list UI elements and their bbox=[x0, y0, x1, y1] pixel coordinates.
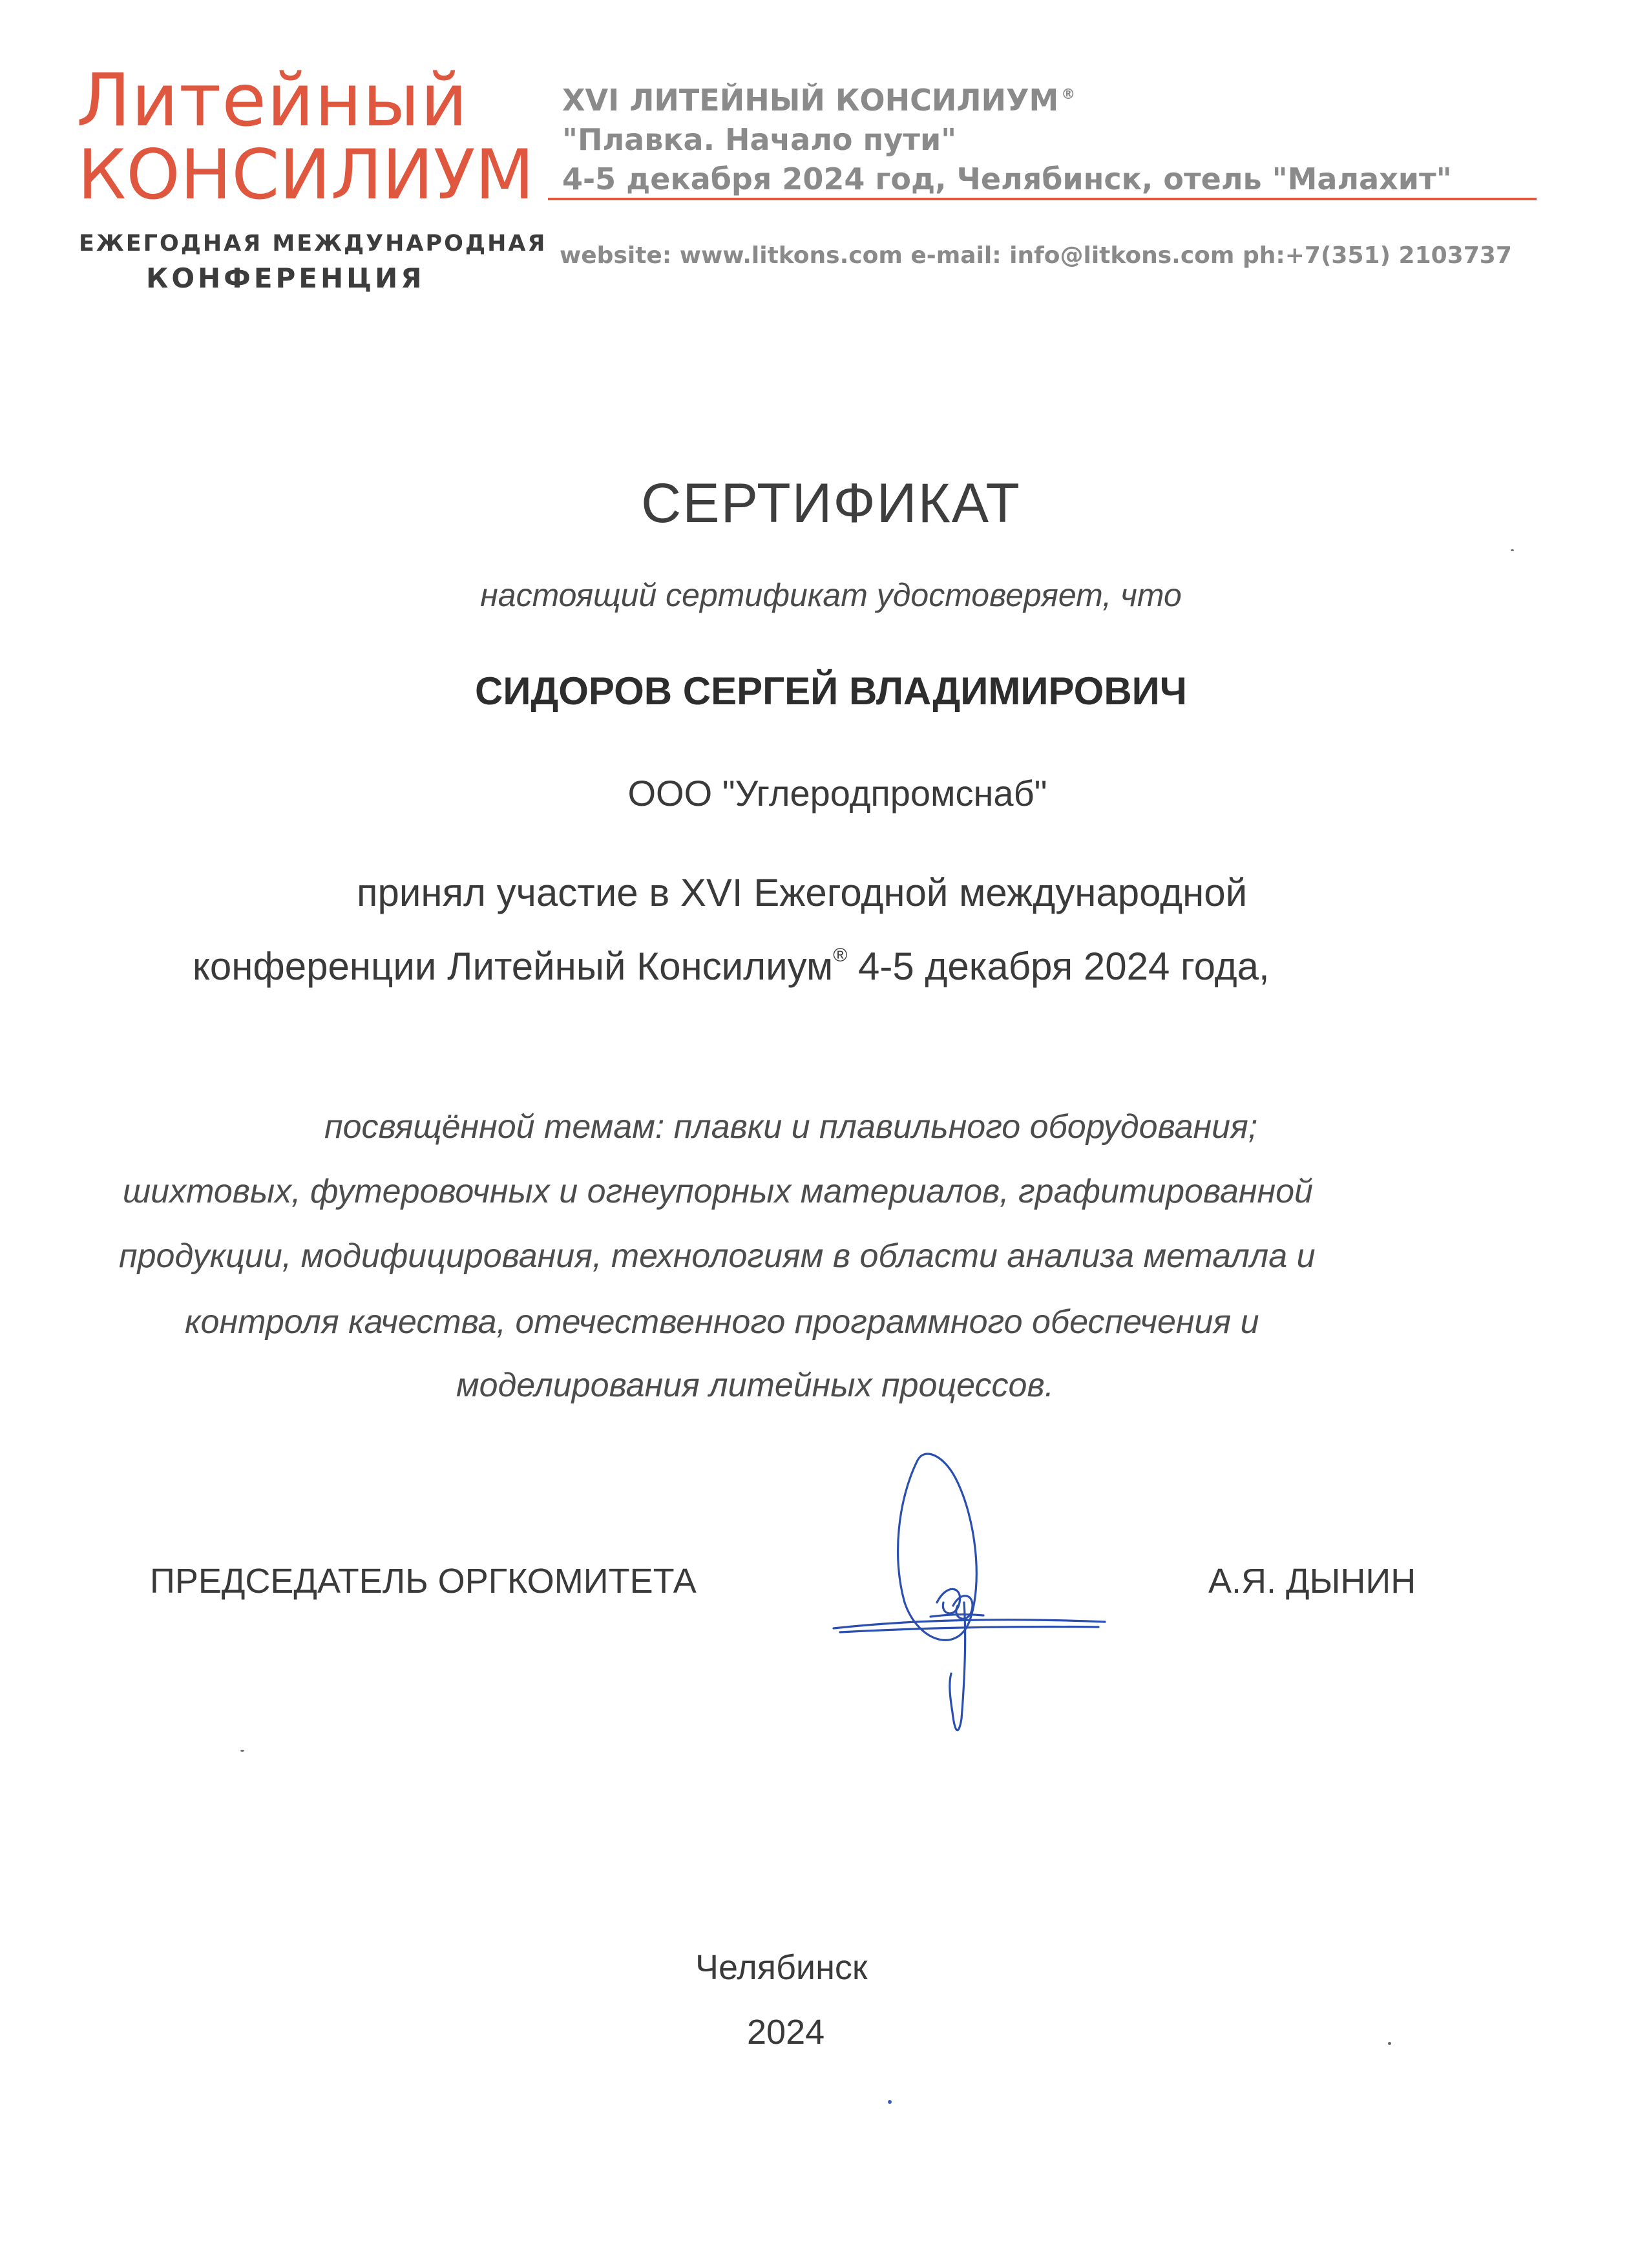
participation-line-2-end: 4-5 декабря 2024 года, bbox=[847, 945, 1270, 988]
recipient-organization: ООО "Углеродпромснаб" bbox=[627, 773, 1047, 814]
registered-mark-icon: ® bbox=[833, 945, 848, 966]
participation-line-1: принял участие в XVI Ежегодной международной bbox=[357, 871, 1248, 914]
scan-speck bbox=[240, 1750, 244, 1752]
topics-line: продукции, модифицирования, технологиям в области анализа металла и bbox=[119, 1237, 1316, 1275]
scan-speck bbox=[1511, 549, 1514, 551]
topics-line: контроля качества, отечественного программного обеспечения и bbox=[185, 1303, 1259, 1341]
topics-line: шихтовых, футеровочных и огнеупорных материалов, графитированной bbox=[123, 1173, 1313, 1210]
header-theme: "Плавка. Начало пути" bbox=[562, 122, 957, 157]
header-edition bbox=[562, 83, 1076, 118]
logo-subtitle-line2: КОНФЕРЕНЦИЯ bbox=[146, 262, 425, 294]
certificate-title: СЕРТИФИКАТ bbox=[641, 472, 1021, 534]
logo-title-line1: Литейный bbox=[76, 59, 468, 143]
header-divider bbox=[548, 198, 1537, 200]
participation-line-2 bbox=[193, 947, 1270, 986]
issue-city: Челябинск bbox=[695, 1948, 868, 1987]
recipient-name: СИДОРОВ СЕРГЕЙ ВЛАДИМИРОВИЧ bbox=[475, 669, 1187, 713]
header-dates-venue: 4-5 декабря 2024 год, Челябинск, отель "Малахит" bbox=[562, 162, 1452, 196]
topics-line: моделирования литейных процессов. bbox=[456, 1367, 1055, 1404]
topics-line: посвящённой темам: плавки и плавильного оборудования; bbox=[324, 1108, 1258, 1146]
registered-mark-icon: ® bbox=[1061, 87, 1076, 103]
logo-subtitle-line1: ЕЖЕГОДНАЯ МЕЖДУНАРОДНАЯ bbox=[79, 231, 547, 257]
chairman-position: ПРЕДСЕДАТЕЛЬ ОРГКОМИТЕТА bbox=[150, 1562, 697, 1601]
header-edition-text: XVI ЛИТЕЙНЫЙ КОНСИЛИУМ bbox=[562, 83, 1059, 118]
handwritten-signature bbox=[814, 1409, 1124, 1751]
issue-year: 2024 bbox=[747, 2013, 825, 2052]
header-contacts: website: www.litkons.com e-mail: info@litkons.com ph:+7(351) 2103737 bbox=[560, 242, 1512, 269]
participation-line-2-start: конференции Литейный Консилиум bbox=[193, 945, 834, 988]
certificate-intro: настоящий сертификат удостоверяет, что bbox=[480, 577, 1182, 613]
scan-speck bbox=[1388, 2042, 1391, 2045]
logo-title-line2: КОНСИЛИУМ bbox=[78, 135, 534, 215]
scan-speck bbox=[888, 2100, 892, 2104]
chairman-name: А.Я. ДЫНИН bbox=[1208, 1562, 1416, 1601]
